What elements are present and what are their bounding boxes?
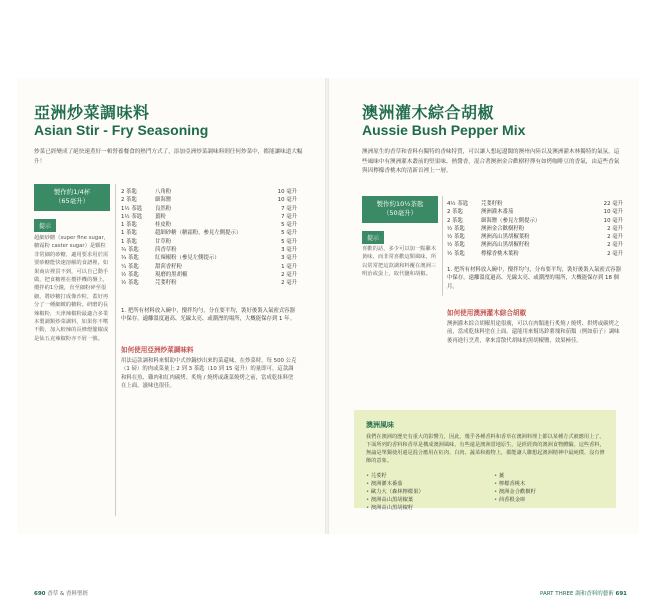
- tip-label: 提示: [362, 231, 384, 244]
- ingredient-qty: 2 茶匙: [447, 209, 463, 216]
- recipe-title-zh: 澳洲灌木綜合胡椒: [362, 103, 495, 122]
- ingredient-qty: ¾ 茶匙: [121, 255, 139, 262]
- recipe-intro: 炒菜已經變成了絕快速煮好一頓營養餐食的熱門方式了，添加亞洲炒菜調味料則任何炒菜中，都能讓味道大幅升！: [34, 149, 303, 165]
- ingredient-name: 甜茴香籽粉: [155, 263, 182, 270]
- sidebar-list-item: • 歐力大（森林檸檬果）: [366, 488, 424, 496]
- ingredient-qty: ¼ 茶匙: [121, 263, 139, 270]
- ingredient-name: 紅辣椒粉（參見左側提示）: [155, 255, 220, 262]
- sidebar-list-item: • 檸檬香桃木: [494, 480, 536, 488]
- yield-label: 製作約10½茶匙: [376, 200, 424, 208]
- ingredient-row: [121, 196, 297, 204]
- page-number: 691: [615, 591, 627, 597]
- ingredient-row: [121, 213, 297, 221]
- ingredient-row: [447, 241, 623, 249]
- ingredient-name: 細海鹽（參見左側提示）: [481, 217, 541, 224]
- sidebar-list-item: • 薑: [494, 472, 536, 480]
- ingredient-qty: ½ 茶匙: [447, 225, 465, 232]
- recipe-intro: 澳洲原生的香草和香料有獨特的香味特質，可以讓人想起遼闊的澳州內陸以及澳洲灌木林獨特的氣氛，這些風味中有澳洲灌木叢前的堅果味、熱醬香，混合著澳洲金合歡樹籽擇有如烤咖啡豆的香氣，由這些香氣與因檸檬香桃木的清新首裡上一層。: [362, 149, 620, 174]
- ingredient-name: 澳洲灌木番茄: [481, 209, 514, 216]
- sidebar-list-item: • 澳洲高山黑胡椒葉: [366, 496, 424, 504]
- left-page: [17, 78, 325, 597]
- yield-amount: （50毫升）: [382, 209, 418, 217]
- page-number: 690: [34, 591, 46, 597]
- method-step-1: 1. 把所有材料放入碗中，攪拌均勻，分在要平均，裝好後裝入氣密式容器中保存，適離溫度過高、光線太亮、或潮溼的場所，大概能保存到 1 年。: [121, 308, 295, 323]
- ingredient-amount: 10 毫升: [277, 189, 297, 195]
- tip-label: 提示: [34, 219, 56, 232]
- ingredient-row: [121, 221, 297, 229]
- ingredient-qty: 1 茶匙: [121, 222, 137, 229]
- ingredient-amount: 2 毫升: [607, 242, 623, 249]
- ingredient-name: 甘草粉: [155, 238, 172, 245]
- ingredient-row: [121, 279, 297, 287]
- tip-text: 喜歡的話，多少可以加一點雞木黃味，而非常喜歡這類風味，所以常常把這款調和料覆在澳洲三明治或蛋上，取代鹽和胡椒。: [362, 246, 437, 278]
- ingredient-amount: 7 毫升: [281, 213, 297, 220]
- ingredient-row: [447, 233, 623, 241]
- ingredient-list: [447, 200, 623, 258]
- ingredient-amount: 5 毫升: [281, 230, 297, 237]
- sidebar-list-item: • 澳洲高山黑胡椒籽: [366, 504, 424, 512]
- ingredient-amount: 5 毫升: [281, 238, 297, 245]
- ingredient-list: [121, 188, 297, 288]
- ingredient-row: [121, 271, 297, 279]
- ingredient-name: 薑粉: [155, 213, 166, 220]
- sidebar-list-item: • 澳洲灌木番茄: [366, 480, 424, 488]
- sidebar-list-item: • 芫荽籽: [366, 472, 424, 480]
- ingredient-name: 現磨的黑胡椒: [155, 271, 188, 278]
- sidebar-title: 澳洲風味: [366, 421, 394, 429]
- ingredient-name: 超細砂糖（糖霜粉，參見左側提示）: [155, 230, 242, 237]
- yield-badge: [362, 196, 438, 223]
- sidebar-list-right: [494, 472, 536, 504]
- ingredient-row: [121, 188, 297, 196]
- ingredient-row: [121, 229, 297, 237]
- ingredient-amount: 2 毫升: [607, 250, 623, 257]
- ingredient-qty: 2 茶匙: [121, 189, 137, 195]
- sidebar-intro: 我們在澳洲的歷史有重大的影響力，因此，幾乎各種香料和香草在澳洲料理上都以某種方式被應用上了。下面所列的香料和香草是構成澳洲風味，有些還是澳洲當地原生，是經經典的澳洲食物體驗。這些香料，無論是單獨使用還是混合應用在紅肉、白肉、蔬菜和穀物上，都能讓人聯想起澳洲精神中最純樸、沒有修飾的意象。: [366, 434, 605, 464]
- ingredient-amount: 10 毫升: [603, 209, 623, 216]
- ingredient-amount: 1 毫升: [281, 263, 297, 270]
- running-title: 香草 & 香料聖經: [47, 591, 89, 597]
- ingredient-amount: 5 毫升: [281, 222, 297, 229]
- usage-heading: 如何使用澳洲灌木綜合胡椒: [447, 309, 527, 317]
- ingredient-qty: 2 茶匙: [121, 197, 137, 204]
- ingredient-amount: 3 毫升: [281, 247, 297, 254]
- ingredient-name: 桂皮粉: [155, 222, 172, 229]
- ingredient-row: [121, 246, 297, 254]
- ingredient-qty: ¾ 茶匙: [121, 247, 139, 254]
- ingredient-qty: 1½ 茶匙: [121, 205, 143, 212]
- ingredient-name: 澳洲高山黑胡椒葉粉: [481, 234, 530, 241]
- method-step-1: 1. 把所有材料放入碗中，攪拌均勻，分布要平均，裝好後裝入氣密式容器中保存，遠離溫度過高、光線太亮、或潮溼的場所，大概能保存到 18 個月。: [447, 267, 621, 290]
- folio-right: [540, 589, 627, 597]
- sidebar-list-item: • 茴香根金庫: [494, 496, 536, 504]
- ingredient-qty: 2 茶匙: [447, 217, 463, 224]
- ingredient-amount: 7 毫升: [281, 205, 297, 212]
- ingredient-name: 細海鹽: [155, 197, 172, 204]
- ingredient-row: [447, 250, 623, 258]
- column-divider: [442, 196, 443, 296]
- ingredient-amount: 2 毫升: [607, 234, 623, 241]
- recipe-title-en: Aussie Bush Pepper Mix: [362, 122, 526, 138]
- ingredient-name: 芫荽籽粉: [481, 201, 503, 207]
- yield-amount: （65毫升）: [54, 197, 90, 205]
- ingredient-row: [447, 200, 623, 208]
- ingredient-qty: ½ 茶匙: [447, 242, 465, 249]
- sidebar-box: [354, 410, 616, 511]
- ingredient-amount: 3 毫升: [281, 255, 297, 262]
- ingredient-qty: ½ 茶匙: [121, 280, 139, 287]
- usage-text: 用法這款調和料來幫助中式炒鍋炒出來的菜還味，在炒菜時，每 500 公克（1 磅）的肉或菜量上 2 到 3 茶匙（10 到 15 毫升）的量即可。這款調和料在魚、雞肉和紅肉碳烤、炙燒 / 燒烤或蔬菜燒烤之前，當成乾抹料塗在上面，滋味也很佳。: [121, 358, 297, 390]
- recipe-title-zh: 亞洲炒菜調味料: [34, 103, 150, 122]
- ingredient-row: [447, 217, 623, 225]
- right-page: [329, 78, 639, 597]
- usage-heading: 如何使用亞洲炒菜調味料: [121, 346, 194, 354]
- ingredient-row: [121, 205, 297, 213]
- folio-left: [34, 589, 88, 597]
- ingredient-name: 檸檬香桃木葉粉: [481, 250, 519, 257]
- ingredient-qty: ½ 茶匙: [121, 271, 139, 278]
- ingredient-row: [121, 263, 297, 271]
- usage-text: 澳洲灌木綜合胡椒用途很廣，可以在肉類進行炙燒 / 燒烤、拱烤或碳烤之前，當成乾抹料塗在上面。還能用來幫馬鈴薯塊和茄類（例如茄子）調味後再進行烹煮，拿來當散代胡味的黑胡椒鹽，效果極佳。: [447, 321, 620, 344]
- ingredient-name: 澳洲高山黑胡椒籽粉: [481, 242, 530, 249]
- yield-label: 製作約1/4杯: [53, 188, 91, 196]
- ingredient-name: 澳洲金合歡樹籽粉: [481, 225, 525, 232]
- ingredient-qty: 1½ 茶匙: [121, 213, 143, 220]
- ingredient-qty: 4½ 茶匙: [447, 201, 469, 207]
- ingredient-qty: ½ 茶匙: [447, 250, 465, 257]
- column-divider: [115, 184, 116, 516]
- ingredient-amount: 22 毫升: [603, 201, 623, 207]
- ingredient-amount: 10 毫升: [603, 217, 623, 224]
- recipe-title-en: Asian Stir - Fry Seasoning: [34, 122, 209, 138]
- sidebar-list-item: • 澳洲金合歡樹籽: [494, 488, 536, 496]
- ingredient-name: 芫荽籽粉: [155, 280, 177, 287]
- ingredient-qty: 1 茶匙: [121, 238, 137, 245]
- ingredient-name: 八角粉: [155, 189, 172, 195]
- ingredient-row: [121, 238, 297, 246]
- ingredient-name: 良然粉: [155, 205, 172, 212]
- ingredient-qty: ½ 茶匙: [447, 234, 465, 241]
- ingredient-amount: 2 毫升: [281, 271, 297, 278]
- ingredient-amount: 2 毫升: [607, 225, 623, 232]
- ingredient-qty: 1 茶匙: [121, 230, 137, 237]
- ingredient-name: 茴香草粉: [155, 247, 177, 254]
- yield-badge: [34, 184, 110, 211]
- ingredient-row: [121, 254, 297, 262]
- tip-text: 超細砂糖（super fine sugar，糖霜粉 caster sugar）是顆粒非常細的砂糖，適用要求用於需要砂糖能快速溶解的食譜裡。如果商店裡買不到，可以自己動手做，把食糖裡在攪拌機的盤上，攪拌約1分鐘，直至細粉碎至很細，將砂糖打成像沙粒，蓋好再分了一種細緻的糖粉。研磨的長辣椒粉，天津辣椒粉最適合多業本製調類炒菜調料，如果你不嗜不動，加入較辣的長條燈籠椒或是仙五克辣椒粉亦不屑一號。: [34, 235, 109, 342]
- ingredient-row: [447, 225, 623, 233]
- ingredient-amount: 10 毫升: [277, 197, 297, 204]
- sidebar-list-left: [366, 472, 424, 512]
- ingredient-amount: 2 毫升: [281, 280, 297, 287]
- ingredient-row: [447, 208, 623, 216]
- running-title: PART THREE 調和香料的藝術: [539, 591, 614, 597]
